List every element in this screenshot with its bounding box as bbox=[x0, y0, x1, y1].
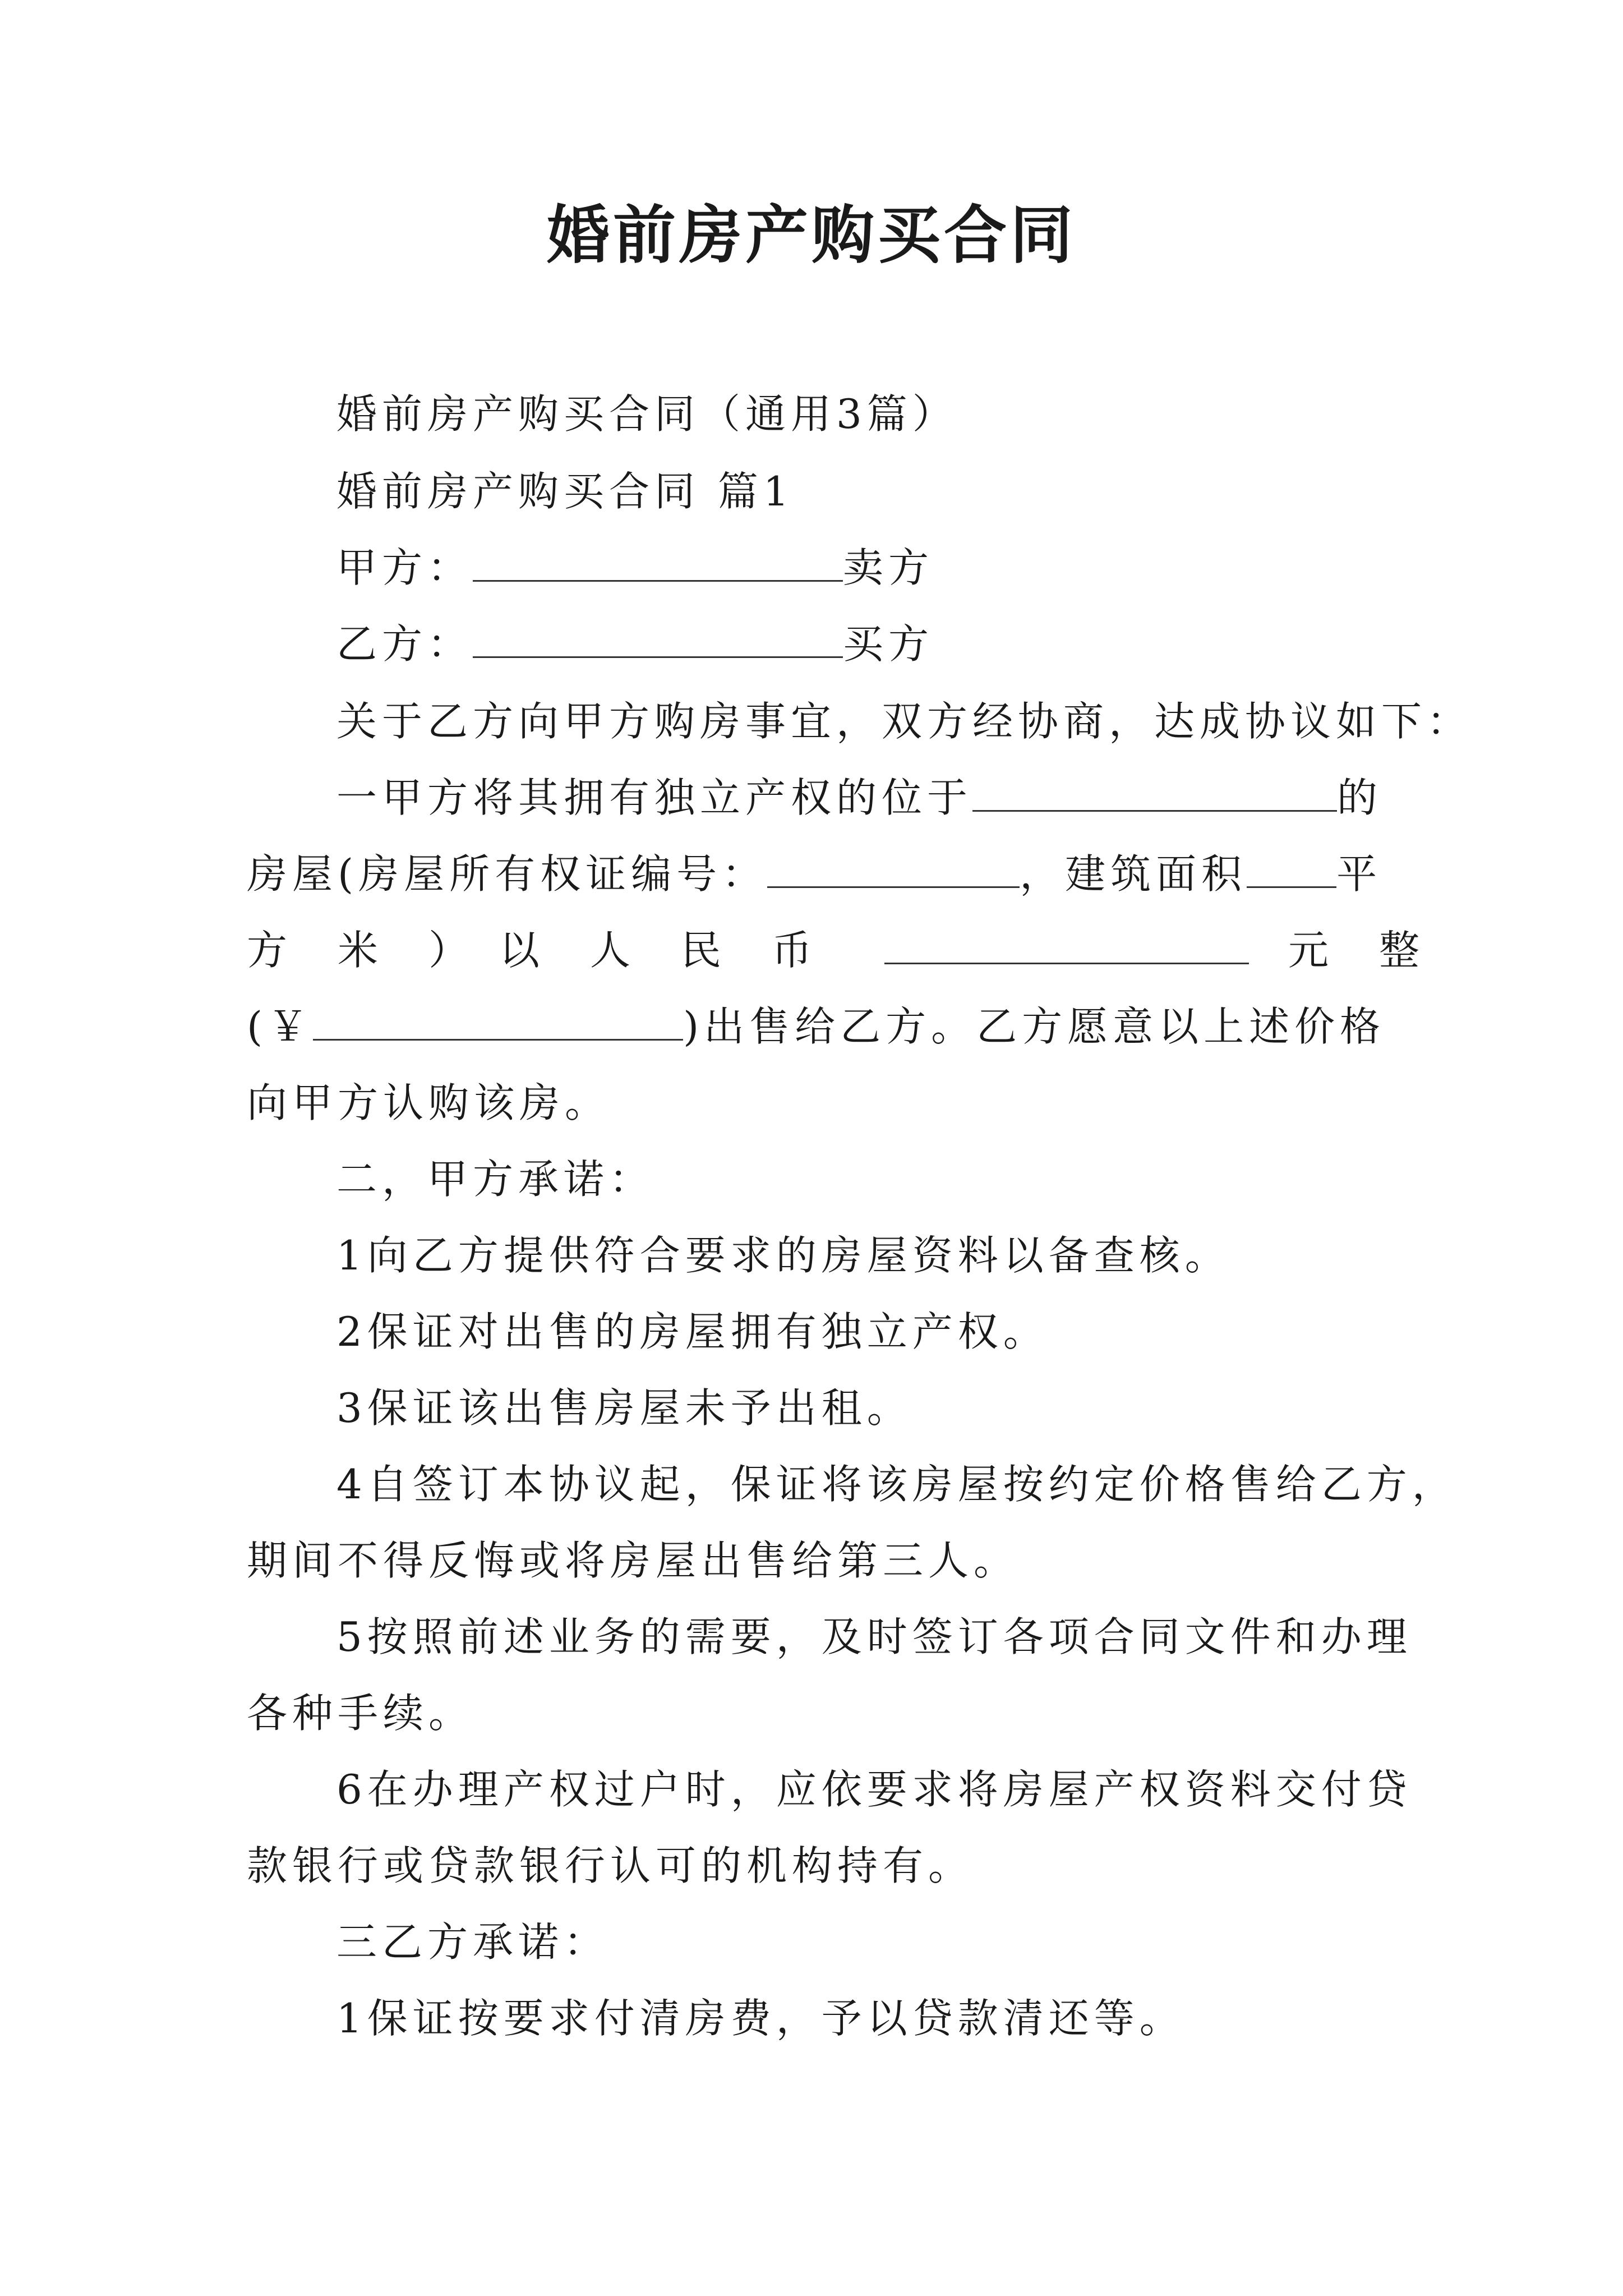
price-words-blank bbox=[884, 924, 1249, 964]
party-b-role: 买方 bbox=[843, 620, 934, 668]
party-a-role: 卖方 bbox=[843, 544, 934, 591]
clause3-heading: 三乙方承诺： bbox=[336, 1918, 610, 1966]
party-a-line bbox=[336, 541, 934, 595]
clause1-line5: 向甲方认购该房。 bbox=[247, 1079, 611, 1126]
clause1-line4 bbox=[247, 1000, 1385, 1053]
clause1-line1 bbox=[336, 771, 1382, 825]
party-b-label: 乙方： bbox=[336, 620, 473, 668]
clause1-text: 元 整 bbox=[1288, 927, 1425, 974]
price-amount-blank bbox=[313, 1001, 683, 1041]
party-a-blank bbox=[473, 542, 843, 582]
party-b-blank bbox=[473, 618, 843, 658]
location-blank bbox=[972, 772, 1337, 812]
clause2-item-continuation: 各种手续。 bbox=[247, 1690, 474, 1737]
clause2-item: 1向乙方提供符合要求的房屋资料以备查核。 bbox=[336, 1232, 1230, 1279]
document-title: 婚前房产购买合同 bbox=[547, 199, 1076, 272]
clause2-item-continuation: 期间不得反悔或将房屋出售给第三人。 bbox=[247, 1537, 1020, 1584]
clause1-line3 bbox=[247, 923, 1424, 977]
clause1-text: 的 bbox=[1337, 774, 1383, 821]
document-subtitle: 婚前房产购买合同（通用3篇） bbox=[336, 390, 958, 438]
clause1-text: (￥ bbox=[247, 1003, 313, 1050]
clause2-item: 2保证对出售的房屋拥有独立产权。 bbox=[336, 1308, 1049, 1355]
clause1-line2 bbox=[247, 847, 1382, 901]
clause2-item-continuation: 款银行或贷款银行认可的机构持有。 bbox=[247, 1842, 974, 1889]
section-heading: 婚前房产购买合同 篇1 bbox=[336, 468, 794, 515]
party-a-label: 甲方： bbox=[336, 544, 473, 591]
clause1-text: 房屋(房屋所有权证编号： bbox=[247, 850, 768, 898]
clause1-text: ，建筑面积 bbox=[1020, 850, 1247, 898]
clause1-text: 方 米 ） 以 人 民 币 bbox=[247, 927, 818, 974]
clause1-text: 平 bbox=[1336, 850, 1382, 898]
certificate-number-blank bbox=[767, 848, 1020, 888]
clause2-item: 3保证该出售房屋未予出租。 bbox=[336, 1384, 912, 1432]
area-blank bbox=[1247, 848, 1336, 888]
clause2-item: 4自签订本协议起，保证将该房屋按约定价格售给乙方， bbox=[336, 1461, 1458, 1508]
intro-paragraph: 关于乙方向甲方购房事宜，双方经协商，达成协议如下： bbox=[336, 698, 1473, 745]
clause2-heading: 二，甲方承诺： bbox=[336, 1156, 655, 1203]
clause3-item: 1保证按要求付清房费，予以贷款清还等。 bbox=[336, 1995, 1185, 2042]
clause1-text: )出售给乙方。乙方愿意以上述价格 bbox=[683, 1003, 1386, 1050]
clause2-item: 6在办理产权过户时，应依要求将房屋产权资料交付贷 bbox=[336, 1766, 1412, 1813]
clause2-item: 5按照前述业务的需要，及时签订各项合同文件和办理 bbox=[336, 1613, 1412, 1660]
party-b-line bbox=[336, 617, 934, 671]
clause1-text: 一甲方将其拥有独立产权的位于 bbox=[336, 774, 973, 821]
